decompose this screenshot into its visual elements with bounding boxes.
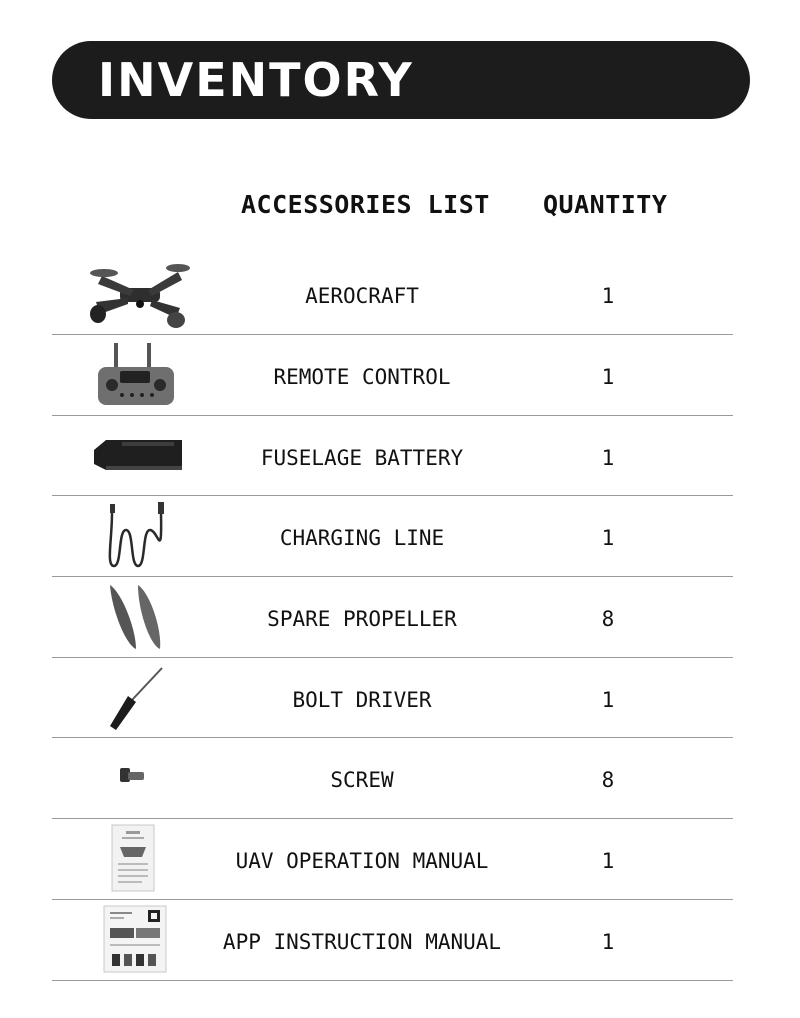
- item-quantity: 1: [601, 687, 615, 712]
- item-name: UAV OPERATION MANUAL: [235, 849, 489, 874]
- screw-icon: [82, 742, 192, 814]
- item-quantity: 1: [601, 849, 615, 874]
- screwdriver-icon: [82, 662, 192, 734]
- item-name: SCREW: [330, 768, 394, 793]
- propeller-icon: [82, 581, 192, 653]
- usb-cable-icon: [82, 500, 192, 572]
- item-name: APP INSTRUCTION MANUAL: [222, 929, 502, 954]
- table-row: [52, 416, 733, 497]
- item-quantity: 1: [601, 284, 615, 308]
- app-manual-icon: [82, 904, 192, 976]
- table-row: [52, 900, 733, 981]
- table-row: [52, 577, 733, 658]
- item-quantity: 8: [601, 607, 615, 632]
- table-row: [52, 658, 733, 739]
- item-name: FUSELAGE BATTERY: [260, 445, 464, 470]
- item-quantity: 8: [601, 768, 615, 793]
- item-quantity: 1: [601, 526, 615, 551]
- column-header-accessories: ACCESSORIES LIST: [241, 190, 490, 219]
- column-header-quantity: QUANTITY: [543, 190, 668, 219]
- item-name: REMOTE CONTROL: [273, 365, 451, 389]
- inventory-table: [52, 254, 733, 981]
- item-quantity: 1: [601, 929, 615, 954]
- table-row: [52, 819, 733, 900]
- remote-control-icon: [82, 339, 192, 411]
- battery-icon: [82, 420, 192, 492]
- item-name: AEROCRAFT: [305, 284, 419, 308]
- item-name: SPARE PROPELLER: [267, 607, 457, 632]
- drone-icon: [82, 258, 192, 330]
- item-name: CHARGING LINE: [279, 526, 445, 551]
- table-row: [52, 254, 733, 335]
- title-banner: [52, 41, 750, 119]
- item-quantity: 1: [601, 445, 615, 470]
- item-name: BOLT DRIVER: [292, 687, 432, 712]
- manual-icon: [82, 823, 192, 895]
- page-title: INVENTORY: [98, 53, 414, 107]
- table-row: [52, 738, 733, 819]
- item-quantity: 1: [601, 365, 615, 389]
- table-row: [52, 496, 733, 577]
- table-row: [52, 335, 733, 416]
